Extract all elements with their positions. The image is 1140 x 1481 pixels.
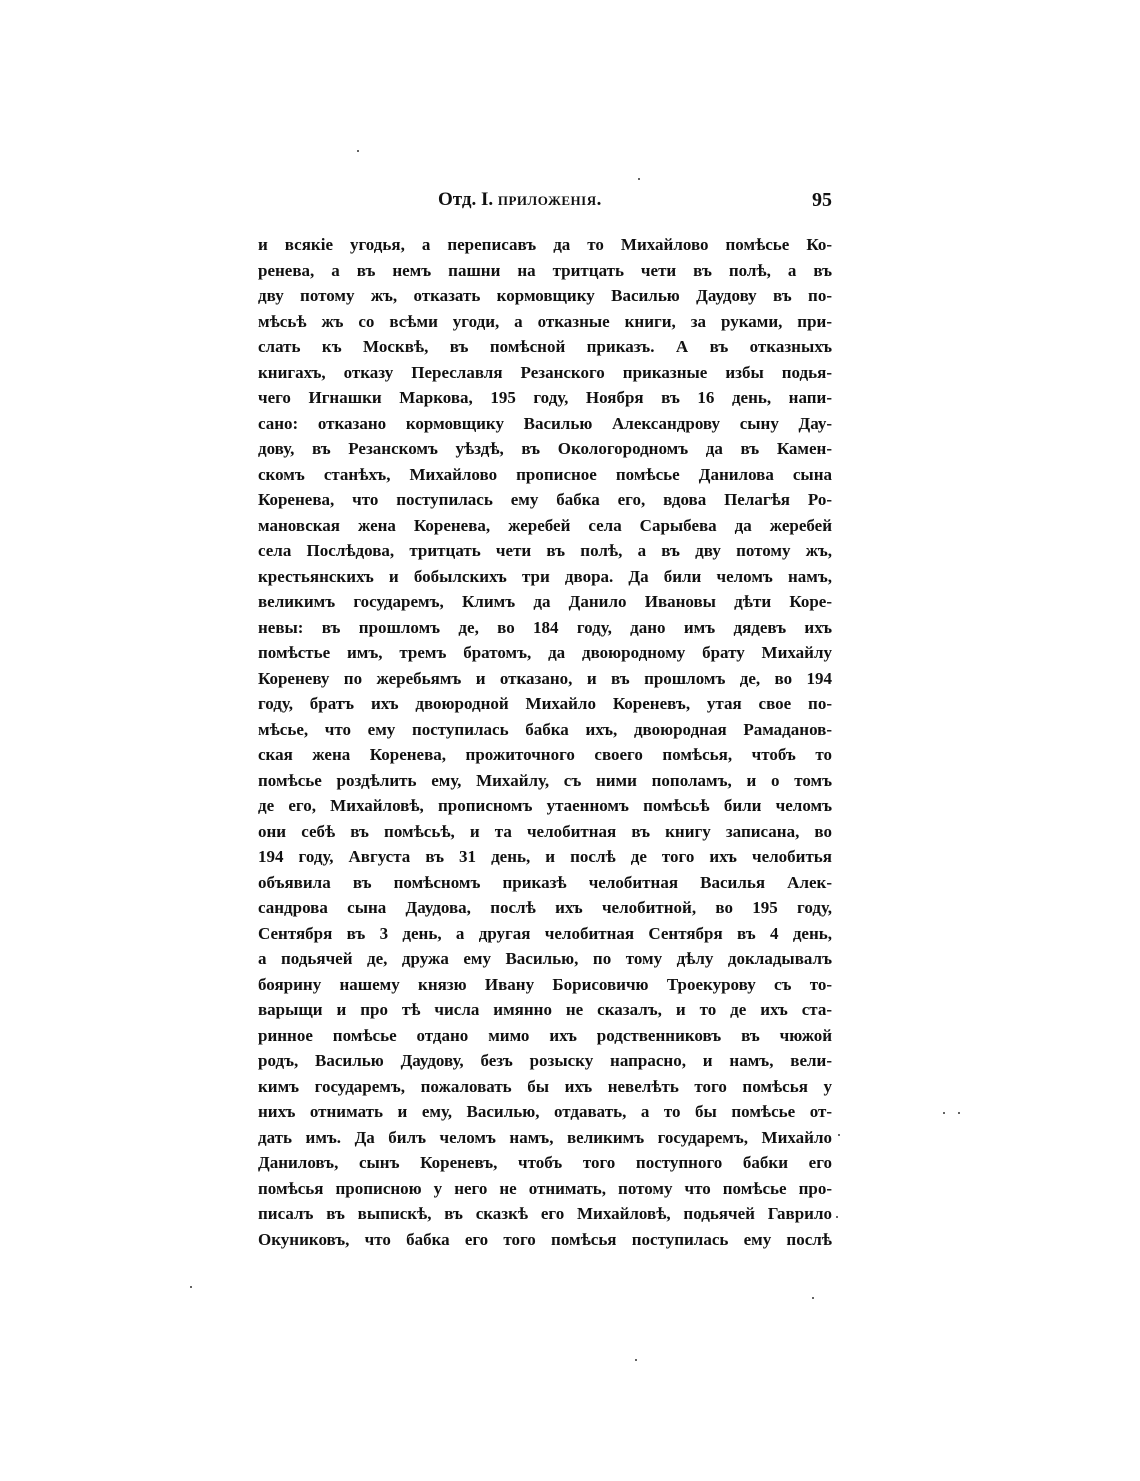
text-line: 194 году, Августа въ 31 день, и послѣ де того ихъ челобитья bbox=[258, 847, 832, 866]
text-line: ская жена Коренева, прожиточного своего помѣсья, чтобъ то bbox=[258, 745, 832, 764]
text-line: Окуниковъ, что бабка его того помѣсья поступилась ему послѣ bbox=[258, 1229, 832, 1249]
text-line: писалъ въ выпискѣ, въ сказкѣ его Михайловѣ, подьячей Гаврило bbox=[258, 1204, 832, 1223]
text-line: мановская жена Коренева, жеребей села Сарыбева да жеребей bbox=[258, 515, 832, 535]
scan-speck bbox=[190, 1286, 192, 1288]
text-line: варыщи и про тѣ числа имянно не сказалъ, и то де ихъ ста- bbox=[258, 1000, 832, 1019]
text-line: мѣсье, что ему поступилась бабка ихъ, двоюродная Рамаданов- bbox=[258, 719, 832, 739]
scan-speck bbox=[638, 178, 640, 180]
text-line: де его, Михайловѣ, прописномъ утаенномъ помѣсьѣ били челомъ bbox=[258, 796, 832, 815]
text-line: помѣсья прописною у него не отнимать, потому что помѣсье про- bbox=[258, 1178, 832, 1198]
text-line: дать имъ. Да билъ челомъ намъ, великимъ государемъ, Михайло bbox=[258, 1127, 832, 1147]
text-line: помѣсье роздѣлить ему, Михайлу, съ ними пополамъ, и о томъ bbox=[258, 770, 832, 790]
text-line: дву потому жъ, отказать кормовщику Василью Даудову въ по- bbox=[258, 286, 832, 305]
text-line: великимъ государемъ, Климъ да Данило Ивановы дѣти Коре- bbox=[258, 592, 832, 611]
text-line: Кореневу по жеребьямъ и отказано, и въ прошломъ де, во 194 bbox=[258, 668, 832, 688]
text-line: книгахъ, отказу Переславля Резанского приказные избы подья- bbox=[258, 362, 832, 382]
text-line: ринное помѣсье отдано мимо ихъ родственниковъ въ чюжой bbox=[258, 1025, 832, 1045]
scan-speck bbox=[635, 1359, 637, 1361]
text-line: помѣстье имъ, тремъ братомъ, да двоюродному брату Михайлу bbox=[258, 643, 832, 662]
scan-speck bbox=[943, 1112, 945, 1114]
text-line: чего Игнашки Маркова, 195 году, Ноября въ 16 день, напи- bbox=[258, 388, 832, 407]
text-line: слать къ Москвѣ, въ помѣсной приказъ. А въ отказныхъ bbox=[258, 337, 832, 356]
section-name: приложенія. bbox=[497, 189, 602, 210]
running-head bbox=[258, 186, 832, 214]
text-line: мѣсьѣ жъ со всѣми угоди, а отказные книги, за руками, при- bbox=[258, 311, 832, 331]
text-line: а подьячей де, дружа ему Василью, по тому дѣлу докладывалъ bbox=[258, 949, 832, 968]
section-prefix: Отд. I. bbox=[438, 189, 494, 210]
text-line: невы: въ прошломъ де, во 184 году, дано имъ дядевъ ихъ bbox=[258, 617, 832, 637]
text-line: скомъ станѣхъ, Михайлово прописное помѣсье Данилова сына bbox=[258, 464, 832, 484]
section-title bbox=[438, 186, 602, 214]
text-line: году, братъ ихъ двоюродной Михайло Кореневъ, утая свое по- bbox=[258, 694, 832, 713]
scan-speck bbox=[836, 1216, 838, 1218]
text-line: дову, въ Резанскомъ уѣздѣ, въ Окологородномъ да въ Камен- bbox=[258, 439, 832, 458]
scan-speck bbox=[812, 1297, 814, 1299]
text-line: и всякіе угодья, а переписавъ да то Михайлово помѣсье Ко- bbox=[258, 235, 832, 254]
page-number: 95 bbox=[812, 189, 832, 211]
text-line: Даниловъ, сынъ Кореневъ, чтобъ того поступного бабки его bbox=[258, 1153, 832, 1172]
text-line: ренева, а въ немъ пашни на тритцать чети въ полѣ, а въ bbox=[258, 260, 832, 280]
text-line: боярину нашему князю Ивану Борисовичю Троекурову съ то- bbox=[258, 974, 832, 994]
text-line: Сентября въ 3 день, а другая челобитная Сентября въ 4 день, bbox=[258, 923, 832, 943]
text-line: нихъ отнимать и ему, Василью, отдавать, а то бы помѣсье от- bbox=[258, 1102, 832, 1121]
scan-speck bbox=[357, 150, 359, 152]
text-line: сандрова сына Даудова, послѣ ихъ челобитной, во 195 году, bbox=[258, 898, 832, 917]
text-line: сано: отказано кормовщику Василью Александрову сыну Дау- bbox=[258, 413, 832, 433]
text-line: кимъ государемъ, пожаловать бы ихъ невелѣть того помѣсья у bbox=[258, 1076, 832, 1096]
text-line: родъ, Василью Даудову, безъ розыску напрасно, и намъ, вели- bbox=[258, 1051, 832, 1070]
text-line: крестьянскихъ и бобылскихъ три двора. Да били челомъ намъ, bbox=[258, 566, 832, 586]
text-line: села Послѣдова, тритцать чети въ полѣ, а въ дву потому жъ, bbox=[258, 541, 832, 560]
scan-speck bbox=[838, 1134, 840, 1136]
text-line: Коренева, что поступилась ему бабка его, вдова Пелагѣя Ро- bbox=[258, 490, 832, 509]
body-text bbox=[258, 232, 832, 1252]
text-line: объявила въ помѣсномъ приказѣ челобитная Василья Алек- bbox=[258, 872, 832, 892]
text-line: они себѣ въ помѣсьѣ, и та челобитная въ книгу записана, во bbox=[258, 821, 832, 841]
scan-speck bbox=[958, 1112, 960, 1114]
